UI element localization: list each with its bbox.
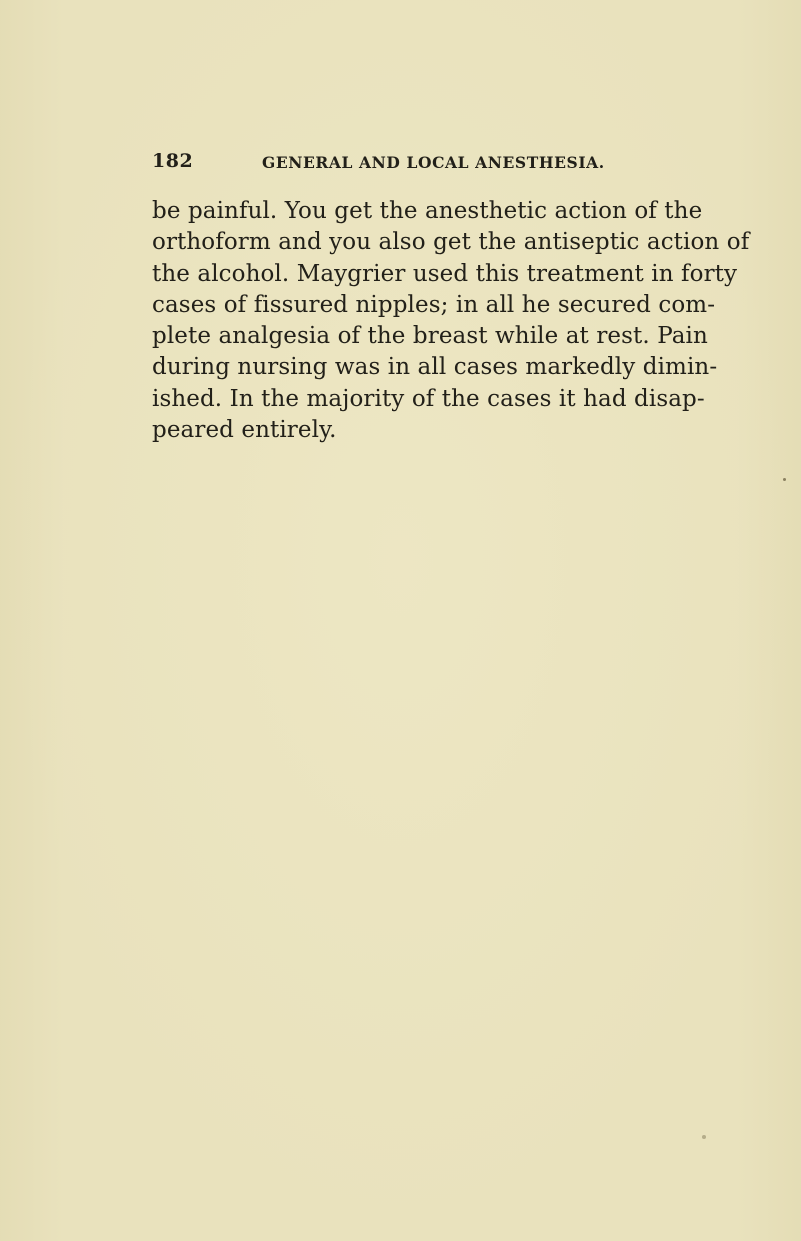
paper-speck (702, 1135, 706, 1139)
text-line: be painful. You get the anesthetic action of the (152, 198, 703, 224)
text-line: cases of fissured nipples; in all he secured com- (152, 291, 716, 318)
text-line: orthoform and you also get the antiseptic action of (152, 229, 750, 256)
text-line: plete analgesia of the breast while at rest. Pain (152, 323, 708, 350)
running-title: GENERAL AND LOCAL ANESTHESIA. (262, 153, 605, 172)
running-head (152, 150, 605, 178)
page-number: 182 (152, 150, 194, 172)
text-line: during nursing was in all cases markedly dimin- (152, 354, 718, 381)
text-line: peared entirely. (152, 417, 337, 444)
paper-speck (783, 478, 786, 481)
text-line: ished. In the majority of the cases it had disap- (152, 385, 705, 412)
body-paragraph (152, 196, 750, 446)
text-line: the alcohol. Maygrier used this treatment in forty (152, 260, 738, 287)
